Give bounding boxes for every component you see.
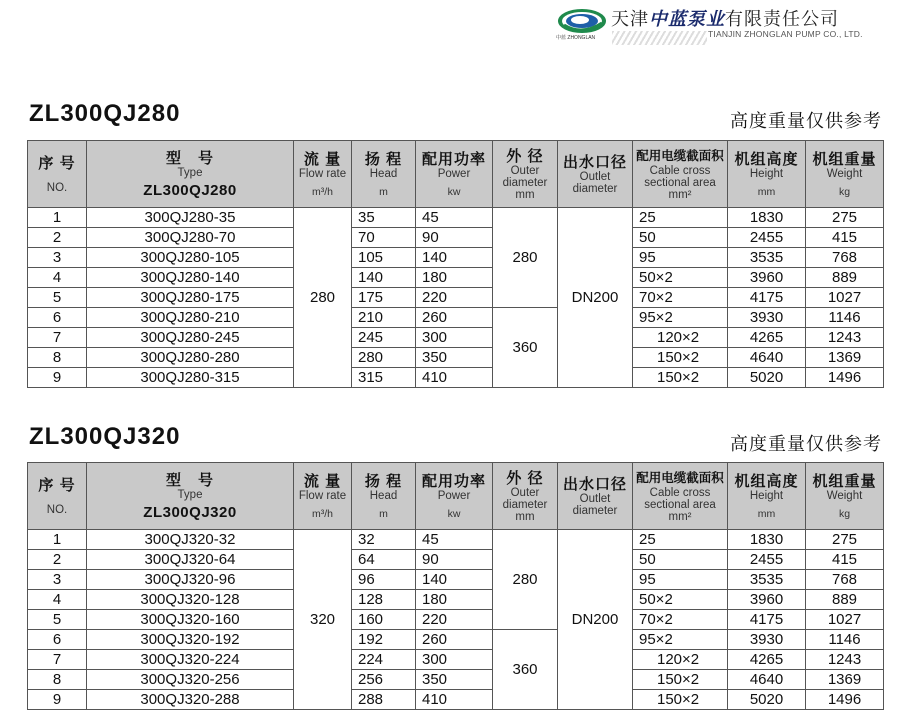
col-flow: 流 量 Flow rate m³/h [294, 141, 352, 208]
cell-weight: 1243 [806, 328, 884, 348]
cell-type: 300QJ280-210 [87, 308, 294, 328]
col-type: 型 号 Type ZL300QJ280 [87, 141, 294, 208]
cell-type: 300QJ280-70 [87, 228, 294, 248]
cell-cable: 150×2 [633, 348, 728, 368]
cell-no: 9 [28, 690, 87, 710]
cell-head: 70 [352, 228, 416, 248]
table-row [28, 248, 884, 268]
cell-weight: 768 [806, 248, 884, 268]
cell-head: 210 [352, 308, 416, 328]
cell-cable: 150×2 [633, 690, 728, 710]
table-row [28, 228, 884, 248]
cell-weight: 1146 [806, 308, 884, 328]
cell-power: 140 [416, 248, 493, 268]
cell-type: 300QJ280-175 [87, 288, 294, 308]
cell-cable: 50 [633, 228, 728, 248]
cell-power: 90 [416, 550, 493, 570]
cell-weight: 1027 [806, 610, 884, 630]
cell-power: 90 [416, 228, 493, 248]
cell-weight: 889 [806, 268, 884, 288]
cell-weight: 768 [806, 570, 884, 590]
cell-weight: 1496 [806, 368, 884, 388]
cell-outer-diameter: 360 [493, 630, 558, 710]
cell-height: 3930 [728, 308, 806, 328]
cell-head: 315 [352, 368, 416, 388]
cell-head: 140 [352, 268, 416, 288]
cell-no: 5 [28, 288, 87, 308]
cell-type: 300QJ320-288 [87, 690, 294, 710]
col-type: 型 号 Type ZL300QJ320 [87, 463, 294, 530]
cell-height: 4640 [728, 670, 806, 690]
cell-flow: 280 [294, 208, 352, 388]
cell-type: 300QJ320-32 [87, 530, 294, 550]
cell-type: 300QJ280-35 [87, 208, 294, 228]
cell-flow: 320 [294, 530, 352, 710]
section-note: 高度重量仅供参考 [730, 434, 882, 454]
cell-height: 3535 [728, 570, 806, 590]
cell-cable: 50×2 [633, 268, 728, 288]
table-row [28, 368, 884, 388]
cell-head: 192 [352, 630, 416, 650]
col-height: 机组高度 Height mm [728, 463, 806, 530]
cell-power: 45 [416, 530, 493, 550]
cell-type: 300QJ320-160 [87, 610, 294, 630]
table-row [28, 268, 884, 288]
cell-cable: 25 [633, 208, 728, 228]
col-outer-diameter: 外 径 Outer diameter mm [493, 141, 558, 208]
cell-weight: 275 [806, 208, 884, 228]
cell-type: 300QJ280-105 [87, 248, 294, 268]
cell-cable: 150×2 [633, 368, 728, 388]
cell-no: 6 [28, 308, 87, 328]
table-row [28, 610, 884, 630]
table-row [28, 670, 884, 690]
col-head: 扬 程 Head m [352, 463, 416, 530]
cell-head: 224 [352, 650, 416, 670]
cell-head: 128 [352, 590, 416, 610]
cell-type: 300QJ280-245 [87, 328, 294, 348]
cell-no: 3 [28, 248, 87, 268]
cell-cable: 120×2 [633, 328, 728, 348]
col-no: 序 号 NO. [28, 463, 87, 530]
cell-outer-diameter: 280 [493, 208, 558, 308]
table-row [28, 208, 884, 228]
cell-type: 300QJ320-128 [87, 590, 294, 610]
cell-height: 4265 [728, 328, 806, 348]
logo-subtext: 中蓝 ZHONGLAN [556, 35, 596, 41]
cell-power: 260 [416, 308, 493, 328]
col-weight: 机组重量 Weight kg [806, 141, 884, 208]
cell-no: 8 [28, 670, 87, 690]
cell-height: 1830 [728, 208, 806, 228]
cell-cable: 70×2 [633, 288, 728, 308]
cell-outlet: DN200 [558, 208, 633, 388]
cell-no: 2 [28, 228, 87, 248]
col-cable: 配用电缆截面积 Cable cross sectional area mm² [633, 463, 728, 530]
cell-type: 300QJ320-192 [87, 630, 294, 650]
cell-height: 5020 [728, 690, 806, 710]
cell-head: 32 [352, 530, 416, 550]
cell-outer-diameter: 360 [493, 308, 558, 388]
cell-height: 4175 [728, 610, 806, 630]
cell-head: 245 [352, 328, 416, 348]
col-weight: 机组重量 Weight kg [806, 463, 884, 530]
col-outer-diameter: 外 径 Outer diameter mm [493, 463, 558, 530]
cell-power: 260 [416, 630, 493, 650]
cell-no: 9 [28, 368, 87, 388]
cell-no: 7 [28, 650, 87, 670]
cell-cable: 50 [633, 550, 728, 570]
table-row [28, 550, 884, 570]
table-row [28, 288, 884, 308]
cell-no: 7 [28, 328, 87, 348]
col-power: 配用功率 Power kw [416, 463, 493, 530]
cell-cable: 50×2 [633, 590, 728, 610]
cell-weight: 1369 [806, 348, 884, 368]
cell-height: 5020 [728, 368, 806, 388]
table-row [28, 590, 884, 610]
cell-weight: 415 [806, 550, 884, 570]
cell-power: 300 [416, 650, 493, 670]
table-row [28, 348, 884, 368]
cell-type: 300QJ280-140 [87, 268, 294, 288]
cell-weight: 1027 [806, 288, 884, 308]
cell-power: 410 [416, 368, 493, 388]
cell-cable: 95×2 [633, 308, 728, 328]
cell-type: 300QJ280-315 [87, 368, 294, 388]
cell-power: 410 [416, 690, 493, 710]
cell-height: 3960 [728, 268, 806, 288]
cell-power: 350 [416, 670, 493, 690]
zhonglan-logo-icon [556, 4, 608, 38]
cell-no: 1 [28, 530, 87, 550]
cell-no: 4 [28, 590, 87, 610]
cell-cable: 150×2 [633, 670, 728, 690]
cell-head: 160 [352, 610, 416, 630]
cell-head: 105 [352, 248, 416, 268]
cell-power: 220 [416, 288, 493, 308]
col-cable: 配用电缆截面积 Cable cross sectional area mm² [633, 141, 728, 208]
cell-cable: 95×2 [633, 630, 728, 650]
cell-weight: 1369 [806, 670, 884, 690]
cell-no: 1 [28, 208, 87, 228]
cell-weight: 889 [806, 590, 884, 610]
cell-cable: 95 [633, 248, 728, 268]
cell-type: 300QJ320-96 [87, 570, 294, 590]
cell-type: 300QJ280-280 [87, 348, 294, 368]
col-height: 机组高度 Height mm [728, 141, 806, 208]
cell-no: 4 [28, 268, 87, 288]
col-outlet: 出水口径 Outlet diameter [558, 141, 633, 208]
col-head: 扬 程 Head m [352, 141, 416, 208]
cell-no: 8 [28, 348, 87, 368]
cell-head: 35 [352, 208, 416, 228]
cell-height: 4265 [728, 650, 806, 670]
cell-height: 3535 [728, 248, 806, 268]
table-row [28, 308, 884, 328]
cell-height: 4175 [728, 288, 806, 308]
cell-no: 6 [28, 630, 87, 650]
col-power: 配用功率 Power kw [416, 141, 493, 208]
table-row [28, 650, 884, 670]
spec-table [27, 140, 884, 388]
cell-no: 5 [28, 610, 87, 630]
table-row [28, 570, 884, 590]
company-name-cn: 天津中蓝泵业有限责任公司 [611, 9, 839, 29]
cell-no: 2 [28, 550, 87, 570]
col-no: 序 号 NO. [28, 141, 87, 208]
table-row [28, 690, 884, 710]
cell-height: 2455 [728, 228, 806, 248]
cell-head: 288 [352, 690, 416, 710]
cell-type: 300QJ320-224 [87, 650, 294, 670]
section-note: 高度重量仅供参考 [730, 111, 882, 131]
cell-head: 280 [352, 348, 416, 368]
cell-weight: 1496 [806, 690, 884, 710]
cell-height: 2455 [728, 550, 806, 570]
section-title: ZL300QJ280 [29, 100, 181, 127]
col-outlet: 出水口径 Outlet diameter [558, 463, 633, 530]
cell-weight: 275 [806, 530, 884, 550]
spec-table [27, 462, 884, 710]
cell-weight: 1243 [806, 650, 884, 670]
cell-height: 4640 [728, 348, 806, 368]
section-title: ZL300QJ320 [29, 423, 181, 450]
cell-cable: 70×2 [633, 610, 728, 630]
company-name-en: TIANJIN ZHONGLAN PUMP CO., LTD. [708, 29, 863, 39]
table-row [28, 328, 884, 348]
col-flow: 流 量 Flow rate m³/h [294, 463, 352, 530]
cell-height: 1830 [728, 530, 806, 550]
cell-weight: 415 [806, 228, 884, 248]
table-row [28, 630, 884, 650]
cell-weight: 1146 [806, 630, 884, 650]
cell-head: 256 [352, 670, 416, 690]
cell-no: 3 [28, 570, 87, 590]
cell-head: 96 [352, 570, 416, 590]
cell-outer-diameter: 280 [493, 530, 558, 630]
cell-cable: 25 [633, 530, 728, 550]
cell-power: 350 [416, 348, 493, 368]
cell-power: 140 [416, 570, 493, 590]
cell-height: 3930 [728, 630, 806, 650]
cell-power: 45 [416, 208, 493, 228]
cell-cable: 120×2 [633, 650, 728, 670]
cell-power: 220 [416, 610, 493, 630]
cell-height: 3960 [728, 590, 806, 610]
cell-type: 300QJ320-64 [87, 550, 294, 570]
cell-cable: 95 [633, 570, 728, 590]
header-stripes [612, 31, 707, 45]
cell-head: 175 [352, 288, 416, 308]
cell-outlet: DN200 [558, 530, 633, 710]
cell-head: 64 [352, 550, 416, 570]
cell-power: 180 [416, 268, 493, 288]
cell-type: 300QJ320-256 [87, 670, 294, 690]
cell-power: 300 [416, 328, 493, 348]
table-row [28, 530, 884, 550]
cell-power: 180 [416, 590, 493, 610]
